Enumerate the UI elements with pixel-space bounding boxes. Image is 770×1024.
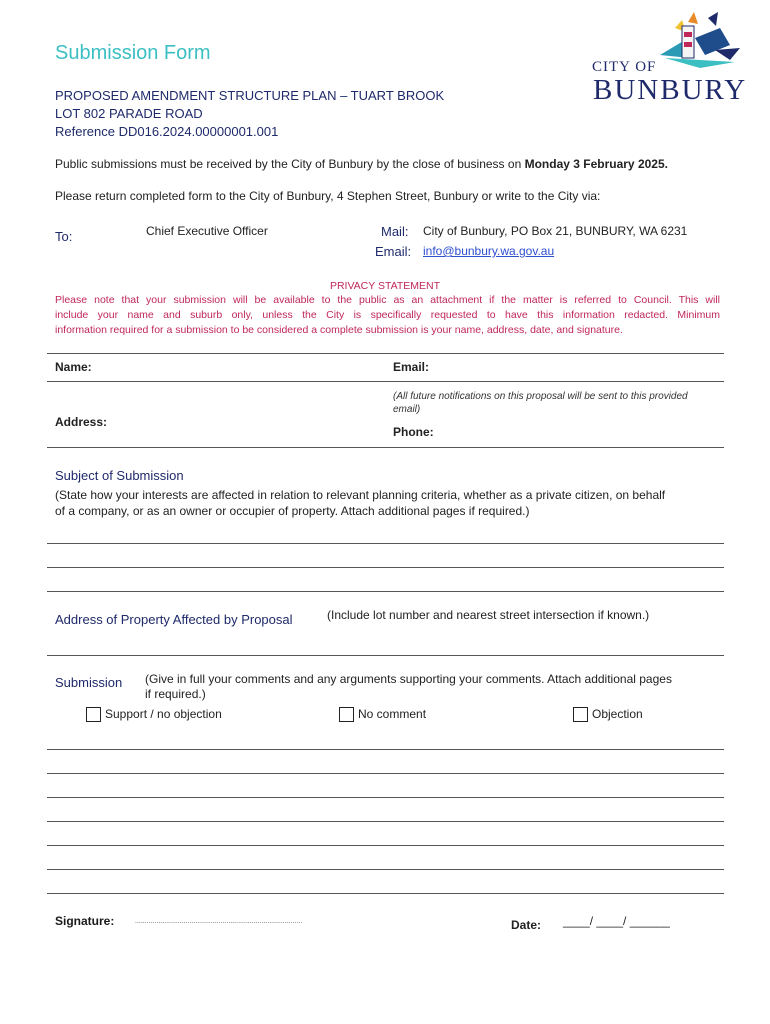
privacy-heading: PRIVACY STATEMENT bbox=[329, 280, 441, 292]
mail-address: City of Bunbury, PO Box 21, BUNBURY, WA 6231 bbox=[423, 224, 688, 238]
name-rule bbox=[47, 381, 724, 382]
name-label: Name: bbox=[55, 360, 92, 374]
subject-line2: of a company, or as an owner or occupier of property. Attach additional pages if required.) bbox=[55, 504, 530, 518]
submission-line2: if required.) bbox=[145, 687, 206, 701]
submission-line-5[interactable] bbox=[47, 845, 724, 846]
return-instructions: Please return completed form to the City of Bunbury, 4 Stephen Street, Bunbury or write to the City via: bbox=[55, 189, 601, 203]
subject-heading: Subject of Submission bbox=[55, 468, 184, 483]
phone-label: Phone: bbox=[393, 425, 434, 439]
phone-input[interactable] bbox=[440, 422, 720, 442]
property-heading: Address of Property Affected by Proposal bbox=[55, 612, 293, 627]
submission-heading: Submission bbox=[55, 675, 123, 690]
email-input[interactable] bbox=[440, 356, 720, 376]
option-support[interactable] bbox=[86, 707, 222, 722]
privacy-line3: information required for a submission to be considered a complete submission is your name, address, date, and signature. bbox=[55, 324, 623, 336]
no-comment-label: No comment bbox=[358, 707, 427, 721]
reference-number: Reference DD016.2024.00000001.001 bbox=[55, 124, 279, 139]
email-note-line2: email) bbox=[393, 404, 421, 415]
to-label: To: bbox=[55, 229, 73, 244]
privacy-line1: Please note that your submission will be available to the public as an attachment if the matter is referred to Council. This will bbox=[55, 294, 720, 306]
subject-line-1[interactable] bbox=[47, 543, 724, 544]
submission-line1: (Give in full your comments and any arguments supporting your comments. Attach additional pages bbox=[145, 672, 672, 686]
fields-top-rule bbox=[47, 353, 724, 354]
address-input[interactable] bbox=[130, 395, 370, 440]
city-logo bbox=[590, 10, 760, 105]
privacy-line2: include your name and suburb only, unless the City is specifically requested to have this information redacted. Minimum bbox=[55, 309, 720, 321]
property-note: (Include lot number and nearest street intersection if known.) bbox=[327, 608, 650, 622]
option-objection[interactable] bbox=[573, 707, 643, 722]
support-label: Support / no objection bbox=[105, 707, 222, 721]
deadline-prefix: Public submissions must be received by the City of Bunbury by the close of business on bbox=[55, 157, 525, 171]
submission-line-7[interactable] bbox=[47, 893, 724, 894]
deadline-date: Monday 3 February 2025. bbox=[524, 157, 668, 171]
submission-line-1[interactable] bbox=[47, 749, 724, 750]
address-label: Address: bbox=[55, 415, 108, 429]
option-no-comment[interactable] bbox=[339, 707, 426, 722]
form-title: Submission Form bbox=[55, 42, 211, 64]
subject-line1: (State how your interests are affected in relation to relevant planning criteria, whether as a private citizen, on behalf bbox=[55, 488, 666, 502]
email-field-label: Email: bbox=[393, 360, 430, 374]
submission-line-2[interactable] bbox=[47, 773, 724, 774]
signature-label: Signature: bbox=[55, 914, 115, 928]
property-line[interactable] bbox=[47, 655, 724, 656]
email-link[interactable]: info@bunbury.wa.gov.au bbox=[423, 244, 555, 258]
proposal-heading-line2: LOT 802 PARADE ROAD bbox=[55, 106, 203, 121]
name-input[interactable] bbox=[130, 356, 370, 376]
logo-small-text: CITY OF bbox=[592, 59, 657, 75]
submission-line-4[interactable] bbox=[47, 821, 724, 822]
date-label: Date: bbox=[511, 918, 542, 932]
email-note-line1: (All future notifications on this proposal will be sent to this provided bbox=[393, 391, 688, 402]
submission-line-3[interactable] bbox=[47, 797, 724, 798]
support-checkbox[interactable] bbox=[86, 707, 101, 722]
email-label: Email: bbox=[375, 244, 412, 259]
signature-line[interactable]: ...................................................................................... bbox=[135, 918, 303, 925]
email-note bbox=[393, 390, 688, 416]
subject-line-3[interactable] bbox=[47, 591, 724, 592]
proposal-heading-line1: PROPOSED AMENDMENT STRUCTURE PLAN – TUART BROOK bbox=[55, 88, 445, 103]
date-field[interactable]: ____/ ____/ ______ bbox=[563, 914, 670, 928]
fields-bottom-rule bbox=[47, 447, 724, 448]
submission-line-6[interactable] bbox=[47, 869, 724, 870]
subject-line-2[interactable] bbox=[47, 567, 724, 568]
objection-checkbox[interactable] bbox=[573, 707, 588, 722]
recipient: Chief Executive Officer bbox=[146, 224, 268, 238]
logo-big-text: BUNBURY bbox=[593, 74, 748, 106]
deadline-text bbox=[55, 157, 668, 171]
objection-label: Objection bbox=[592, 707, 643, 721]
no-comment-checkbox[interactable] bbox=[339, 707, 354, 722]
mail-label: Mail: bbox=[381, 224, 409, 239]
